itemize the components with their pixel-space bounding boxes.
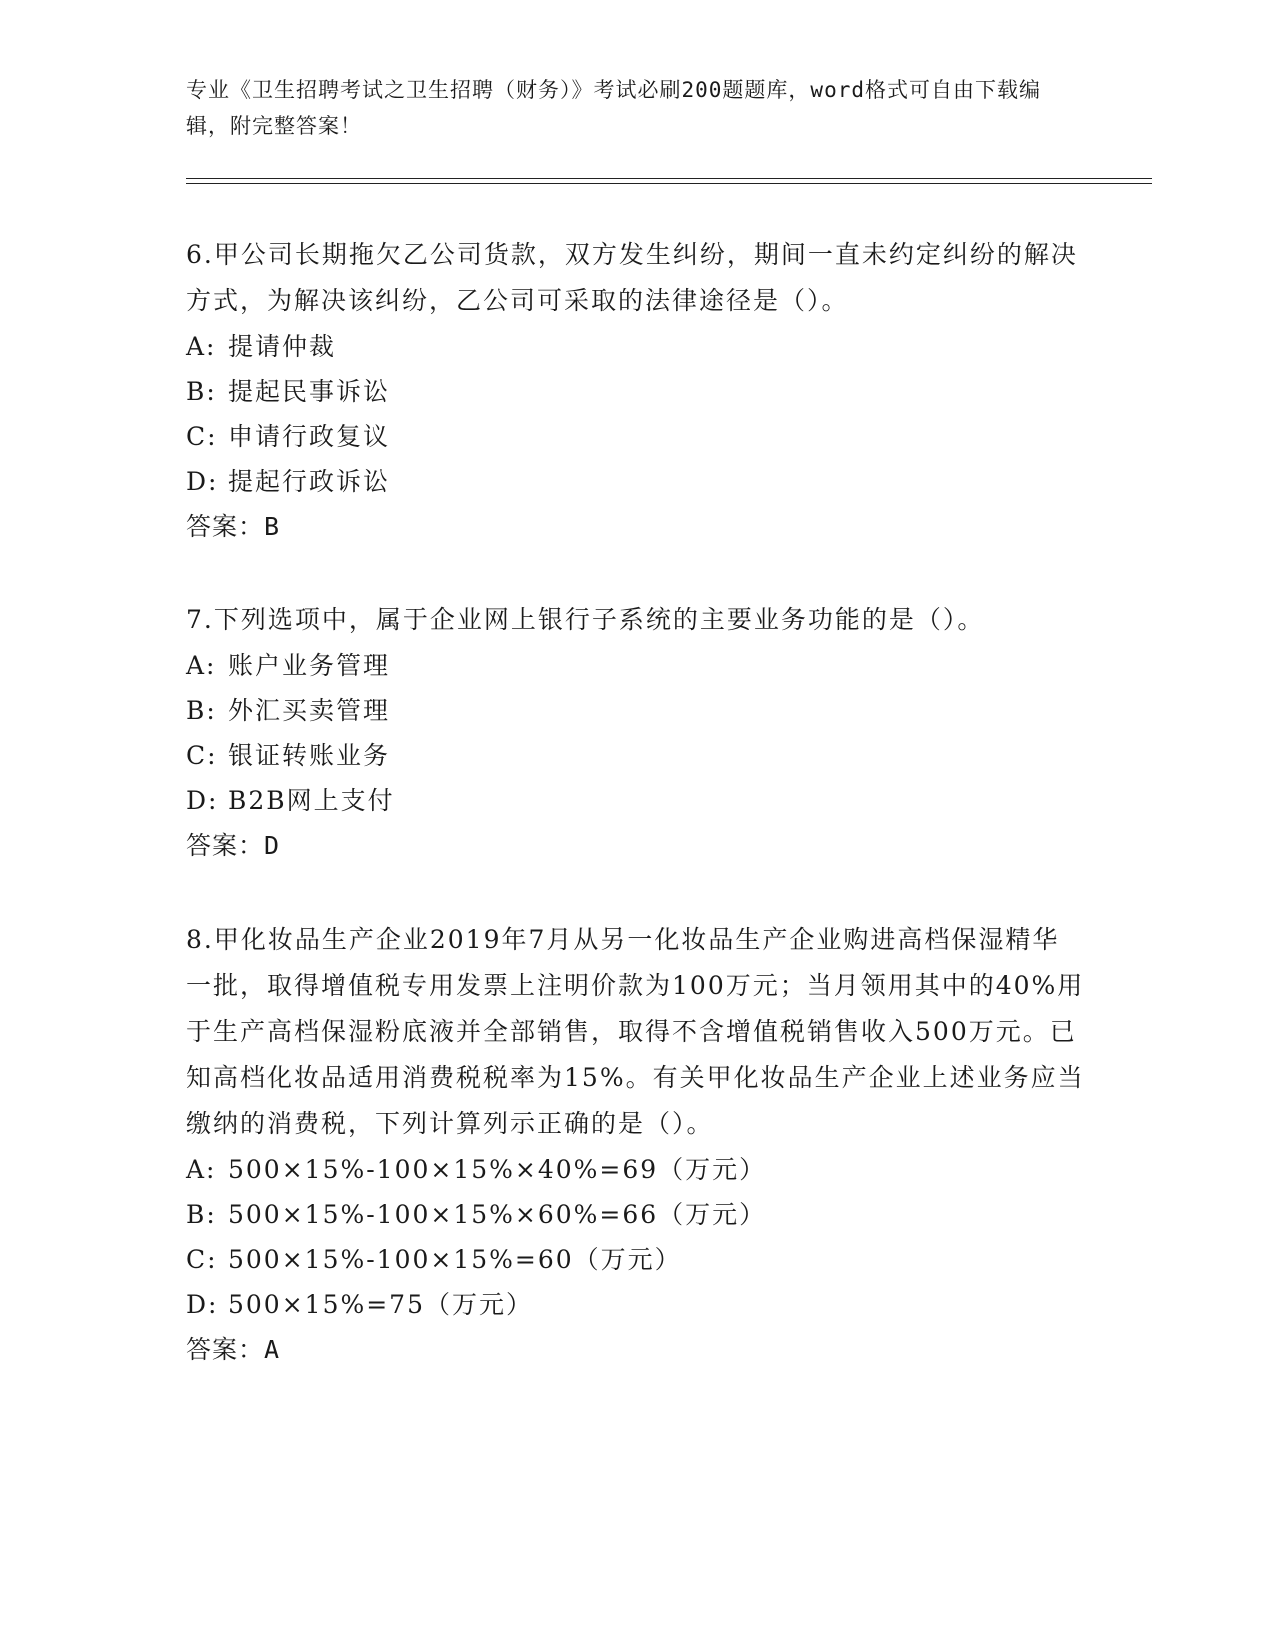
option-key: D: <box>186 467 219 496</box>
option-b <box>186 688 1086 733</box>
option-b <box>186 369 1086 414</box>
header-divider-bottom <box>186 183 1152 184</box>
answer-line: 答案：A <box>186 1335 281 1364</box>
option-text: 银证转账业务 <box>228 741 391 770</box>
document-header: 专业《卫生招聘考试之卫生招聘（财务）》考试必刷200题题库，word格式可自由下载编辑，附完整答案！ <box>186 78 1041 138</box>
option-text: 500×15%-100×15%×40%=69（万元） <box>228 1155 767 1184</box>
answer-line: 答案：D <box>186 831 281 860</box>
option-text: 提起行政诉讼 <box>228 467 391 496</box>
option-key: B: <box>186 1200 217 1229</box>
option-a <box>186 324 1086 369</box>
question-6 <box>186 232 1086 550</box>
option-key: D: <box>186 1290 219 1319</box>
option-key: A: <box>186 1155 217 1184</box>
option-a <box>186 1147 1086 1192</box>
option-list <box>186 1147 1086 1327</box>
option-list <box>186 324 1086 504</box>
question-stem: 6.甲公司长期拖欠乙公司货款，双方发生纠纷，期间一直未约定纠纷的解决方式，为解决该纠纷，乙公司可采取的法律途径是（）。 <box>186 240 1078 315</box>
option-text: B2B网上支付 <box>228 786 395 815</box>
question-8 <box>186 917 1086 1373</box>
question-7 <box>186 597 1086 869</box>
option-text: 提请仲裁 <box>228 332 337 361</box>
option-c <box>186 414 1086 459</box>
option-key: A: <box>186 332 217 361</box>
option-key: C: <box>186 741 218 770</box>
answer-line: 答案：B <box>186 512 281 541</box>
option-key: C: <box>186 1245 218 1274</box>
option-key: B: <box>186 377 217 406</box>
option-d <box>186 1282 1086 1327</box>
option-text: 500×15%-100×15%=60（万元） <box>228 1245 682 1274</box>
question-stem: 7.下列选项中，属于企业网上银行子系统的主要业务功能的是（）。 <box>186 605 985 634</box>
question-stem: 8.甲化妆品生产企业2019年7月从另一化妆品生产企业购进高档保湿精华一批，取得增值税专用发票上注明价款为100万元；当月领用其中的40%用于生产高档保湿粉底液并全部销售，取得不含增值税销售收入500万元。已知高档化妆品适用消费税税率为15%。有关甲化妆品生产企业上述业务应当缴纳的消费税，下列计算列示正确的是（）。 <box>186 925 1085 1138</box>
option-text: 申请行政复议 <box>228 422 391 451</box>
option-a <box>186 643 1086 688</box>
option-key: D: <box>186 786 219 815</box>
option-b <box>186 1192 1086 1237</box>
option-key: B: <box>186 696 217 725</box>
option-text: 提起民事诉讼 <box>228 377 391 406</box>
option-c <box>186 1237 1086 1282</box>
option-key: C: <box>186 422 218 451</box>
option-d <box>186 459 1086 504</box>
option-text: 外汇买卖管理 <box>228 696 391 725</box>
header-divider-top <box>186 178 1152 179</box>
option-text: 账户业务管理 <box>228 651 391 680</box>
option-text: 500×15%-100×15%×60%=66（万元） <box>228 1200 767 1229</box>
option-text: 500×15%=75（万元） <box>228 1290 533 1319</box>
option-list <box>186 643 1086 823</box>
option-c <box>186 733 1086 778</box>
option-key: A: <box>186 651 217 680</box>
option-d <box>186 778 1086 823</box>
